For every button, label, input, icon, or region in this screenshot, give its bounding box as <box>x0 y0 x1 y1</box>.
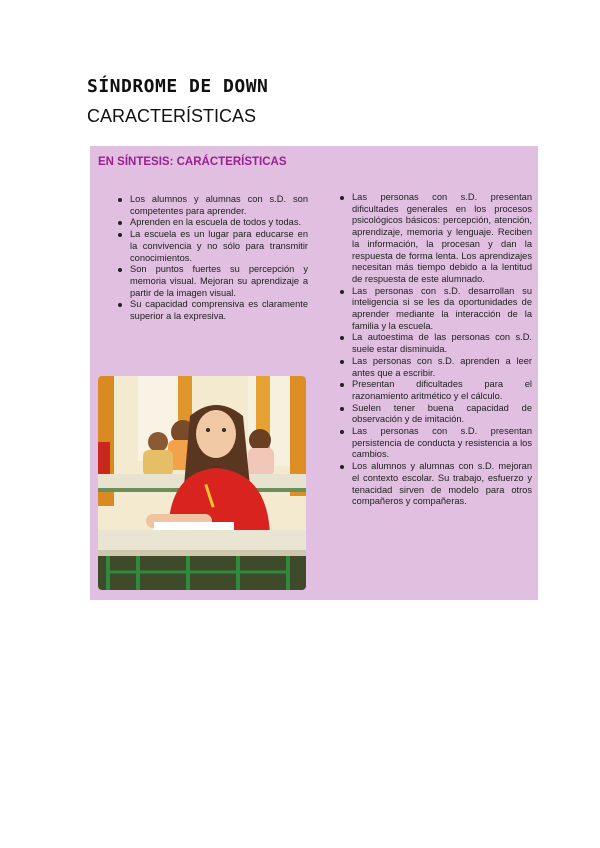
right-bullet-list <box>338 192 532 508</box>
summary-panel <box>90 146 538 600</box>
panel-heading: EN SÍNTESIS: CARÁCTERÍSTICAS <box>98 156 287 168</box>
list-item: Los alumnos y alumnas con s.D. mejoran el contexto escolar. Su trabajo, esfuerzo y tenacidad sirven de modelo para otros compañeros y compañeras. <box>338 461 532 508</box>
list-item: Las personas con s.D. presentan dificultades generales en los procesos psicológicos básicos: percepción, atención, aprendizaje, memoria y lenguaje. Reciben la información, la procesan y dan la respuesta de forma lenta. Los aprendizajes necesitan más tiempo debido a la lentitud de respuesta de este alumnado. <box>338 192 532 286</box>
list-item: Las personas con s.D. aprenden a leer antes que a escribir. <box>338 356 532 379</box>
list-item: Suelen tener buena capacidad de observación y de imitación. <box>338 403 532 426</box>
list-item: Su capacidad comprensiva es claramente superior a la expresiva. <box>116 299 308 322</box>
list-item: La escuela es un lugar para educarse en la convivencia y no sólo para transmitir conocimientos. <box>116 229 308 264</box>
list-item: Son puntos fuertes su percepción y memoria visual. Mejoran su aprendizaje a partir de la imagen visual. <box>116 264 308 299</box>
list-item: Las personas con s.D. presentan persistencia de conducta y resistencia a los cambios. <box>338 426 532 461</box>
list-item: La autoestima de las personas con s.D. suele estar disminuida. <box>338 332 532 355</box>
left-bullet-list <box>116 194 308 323</box>
classroom-photo <box>98 376 306 590</box>
list-item: Los alumnos y alumnas con s.D. son competentes para aprender. <box>116 194 308 217</box>
list-item: Presentan dificultades para el razonamiento aritmético y el cálculo. <box>338 379 532 402</box>
page-title: SÍNDROME DE DOWN <box>87 76 269 97</box>
page-subtitle: CARACTERÍSTICAS <box>87 106 257 126</box>
list-item: Las personas con s.D. desarrollan su inteligencia si se les da oportunidades de aprender mediante la interacción de la familia y la escuela. <box>338 286 532 333</box>
list-item: Aprenden en la escuela de todos y todas. <box>116 217 308 229</box>
